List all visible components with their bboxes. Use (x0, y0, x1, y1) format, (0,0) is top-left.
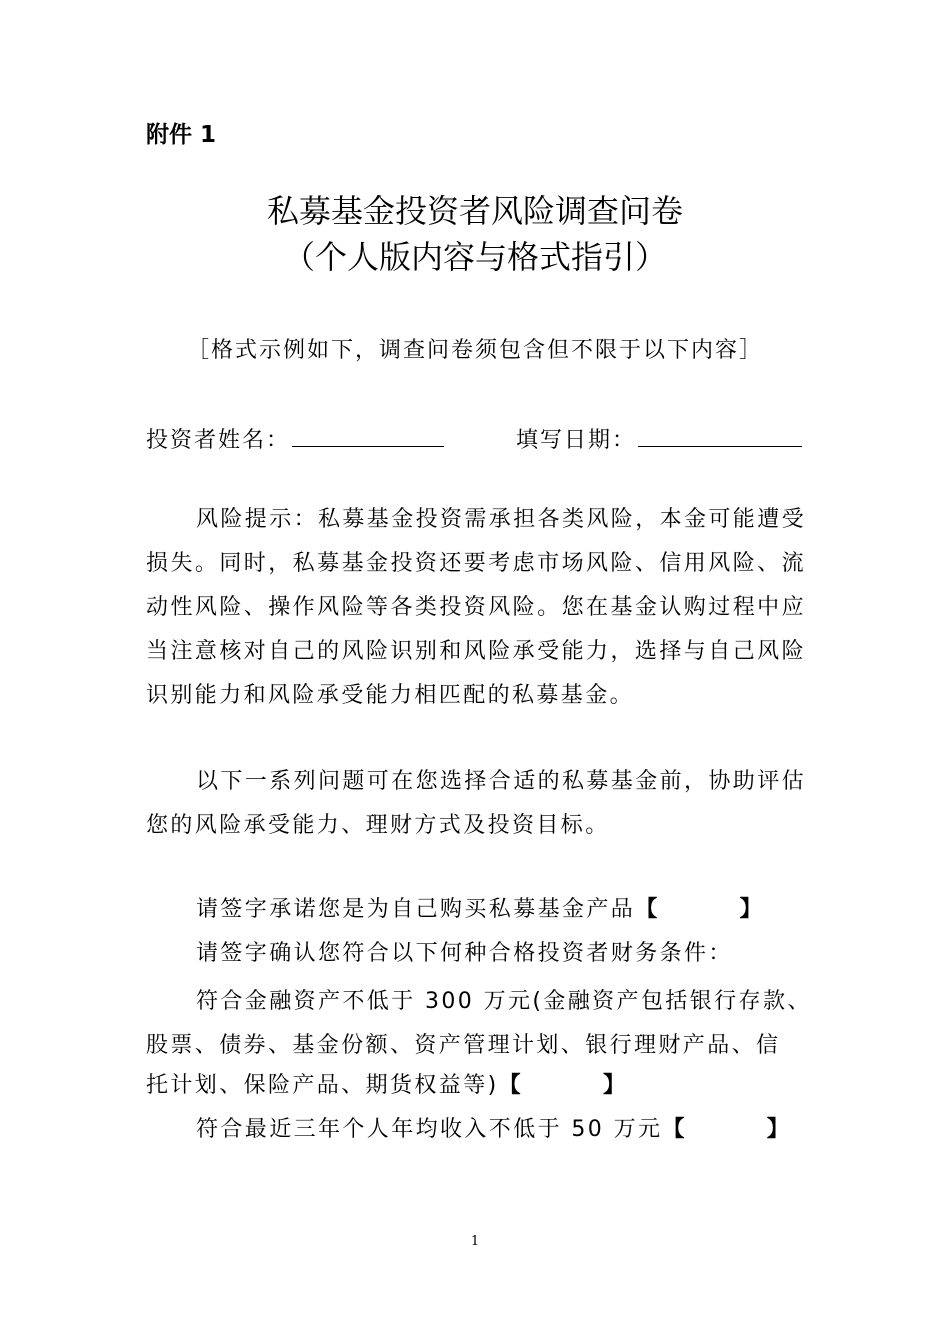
page-number: 1 (470, 1234, 480, 1249)
attachment-label: 附件 1 (146, 122, 217, 148)
investor-name-field (146, 420, 444, 460)
document-title: 私募基金投资者风险调查问卷 (266, 192, 683, 230)
financial-assets-line1: 符合金融资产不低于 300 万元(金融资产包括银行存款、 (196, 989, 812, 1014)
series-intro-paragraph: 以下一系列问题可在您选择合适的私募基金前，协助评估您的风险承受能力、理财方式及投资目标。 (146, 769, 807, 838)
fill-date-field (516, 420, 802, 460)
bracket-open: 【 (635, 897, 660, 922)
bracket-close: 】 (603, 1073, 628, 1098)
income-text: 符合最近三年个人年均收入不低于 50 万元 (196, 1117, 663, 1142)
bracket-open: 【 (662, 1117, 687, 1142)
sign-commit-item (146, 888, 806, 932)
bracket-close: 】 (739, 897, 765, 922)
financial-assets-line3: 托计划、保险产品、期货权益等) (146, 1073, 499, 1098)
investor-name-label: 投资者姓名： (146, 428, 291, 453)
document-subtitle: （个人版内容与格式指引） (282, 238, 667, 276)
risk-notice-paragraph: 风险提示：私募基金投资需承担各类风险，本金可能遭受损失。同时，私募基金投资还要考虑市场风险、信用风险、流动性风险、操作风险等各类投资风险。您在基金认购过程中应当注意核对自己的风险识别和风险承受能力，选择与自己风险识别能力和风险承受能力相匹配的私募基金。 (146, 507, 807, 708)
income-item (146, 1108, 806, 1152)
sign-confirm-item: 请签字确认您符合以下何种合格投资者财务条件： (196, 941, 733, 966)
financial-assets-line2: 股票、债券、基金份额、资产管理计划、银行理财产品、信 (146, 1033, 781, 1058)
format-note: ［格式示例如下，调查问卷须包含但不限于以下内容］ (186, 338, 763, 363)
sign-commit-text: 请签字承诺您是为自己购买私募基金产品 (196, 897, 636, 922)
investor-name-blank[interactable] (292, 420, 444, 447)
financial-assets-item (146, 1064, 806, 1108)
bracket-open: 【 (498, 1073, 523, 1098)
fill-date-label: 填写日期： (516, 428, 637, 453)
bracket-close: 】 (766, 1117, 792, 1142)
fill-date-blank[interactable] (638, 420, 802, 447)
